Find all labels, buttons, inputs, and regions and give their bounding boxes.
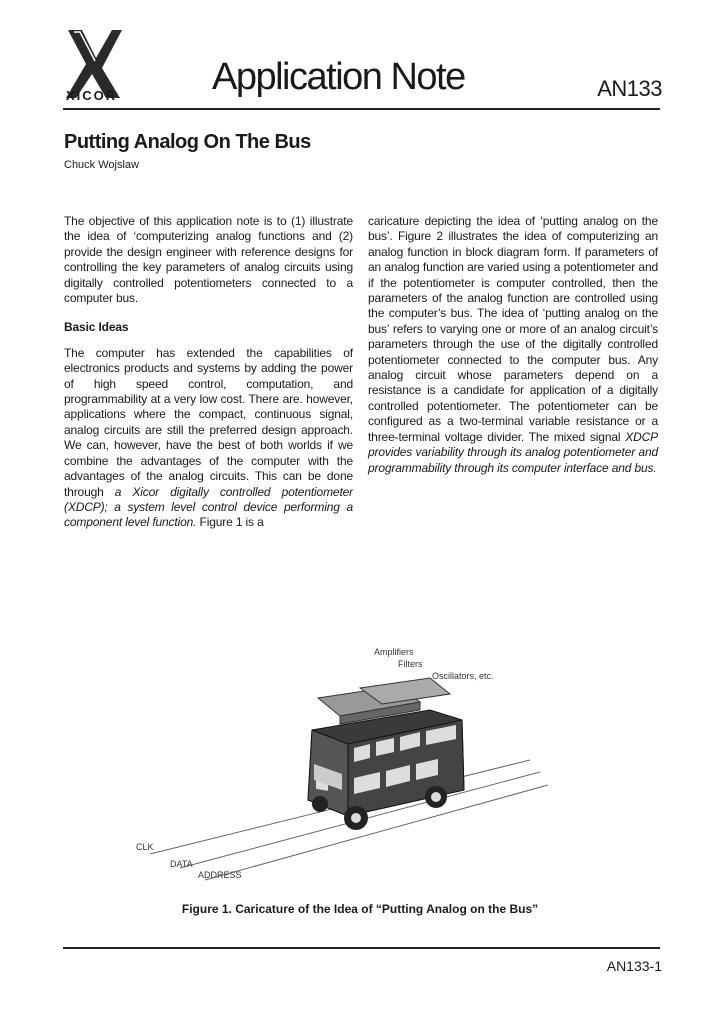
label-amplifiers: Amplifiers xyxy=(374,647,414,657)
label-clk: CLK xyxy=(136,842,154,852)
label-data: DATA xyxy=(170,859,193,869)
header-rule xyxy=(63,108,660,110)
author: Chuck Wojslaw xyxy=(64,159,139,171)
label-address: ADDRESS xyxy=(198,870,242,880)
document-title: Putting Analog On The Bus xyxy=(64,131,311,153)
intro-paragraph: The objective of this application note is to (1) illustrate the idea of ‘computerizing analog functions and (2) provide the design engineer with reference designs for controlling the key parameters of analog circuits using digitally controlled potentiometers connected to a computer bus. xyxy=(64,214,353,306)
label-oscillators: Oscillators, etc. xyxy=(432,671,494,681)
footer-rule xyxy=(63,947,660,949)
section-heading-basic-ideas: Basic Ideas xyxy=(64,320,129,335)
basic-ideas-paragraph: The computer has extended the capabilities of electronics products and systems by adding the power of high speed control, computation, and programmability at a very low cost. There are. however, applications where the compact, continuous signal, analog circuits are still the preferred design approach. We can, however, have the best of both worlds if we combine the advantages of the computer with the advantages of the analog circuits. This can be done through a Xicor digitally controlled potentiometer (XDCP); a system level control device performing a component level function. Figure 1 is a xyxy=(64,345,353,530)
left-column xyxy=(64,214,353,531)
right-column xyxy=(368,214,658,476)
figure-bus-caricature xyxy=(130,640,550,885)
note-number: AN133 xyxy=(597,76,662,101)
caricature-paragraph: caricature depicting the idea of ‘putting analog on the bus’. Figure 2 illustrates the idea of computerizing an analog function in block diagram form. If parameters of an analog function are varied using a potentiometer and if the potentiometer is computer controlled, then the parameters of the analog function are controlled using the computer’s bus. The idea of ‘putting analog on the bus’ refers to varying one or more of an analog circuit’s parameters through the use of the digitally controlled potentiometer connected to the computer bus. Any analog circuit whose parameters depend on a resistance is a candidate for application of a digitally controlled potentiometer. The potentiometer can be configured as a two-terminal variable resistance or a three-terminal voltage divider. The mixed signal XDCP provides variability through its analog potentiometer and programmability through its computer interface and bus. xyxy=(368,214,658,475)
logo-text: XICOR xyxy=(66,88,118,103)
page-number: AN133-1 xyxy=(606,958,662,974)
figure-caption: Figure 1. Caricature of the Idea of “Putting Analog on the Bus” xyxy=(181,902,539,916)
page-title: Application Note xyxy=(212,56,465,98)
label-filters: Filters xyxy=(398,659,423,669)
